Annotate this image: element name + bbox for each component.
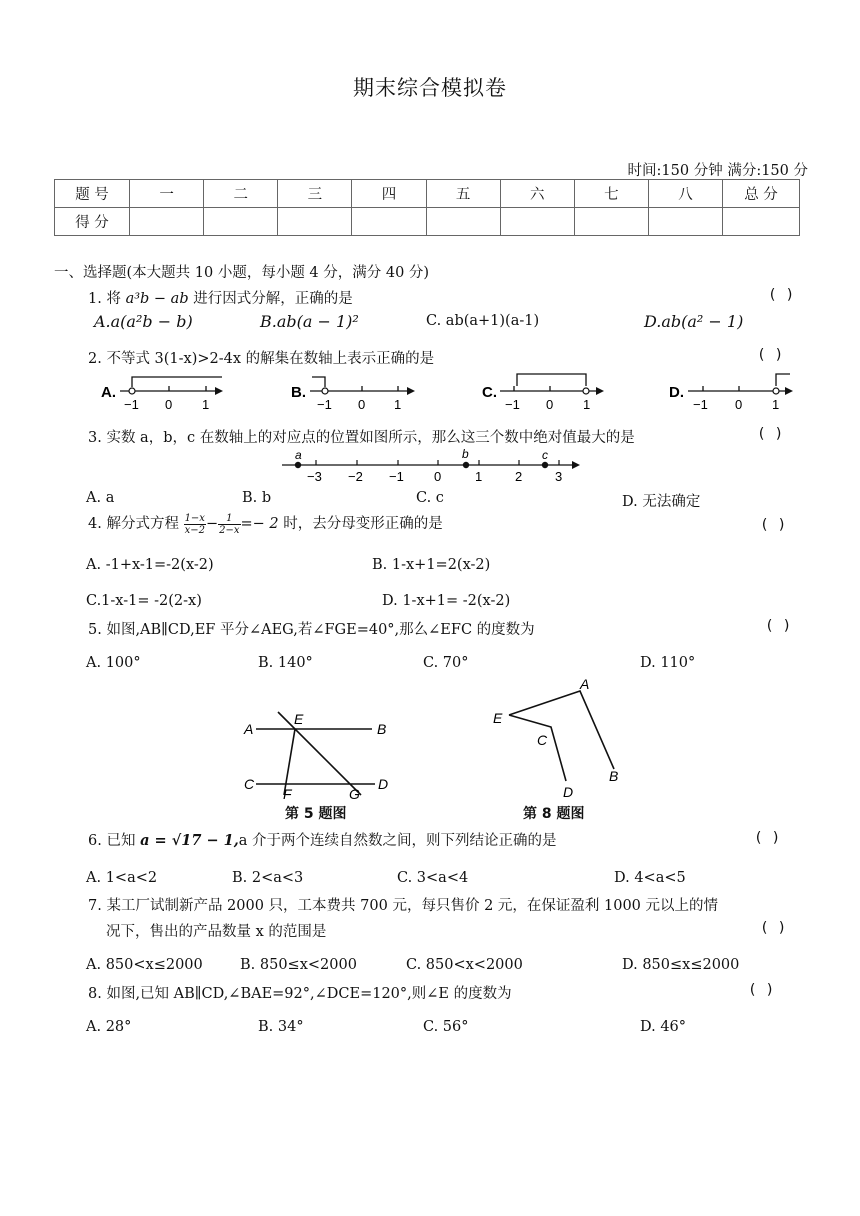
q3-option-b: B. b	[242, 490, 272, 506]
q5-option-b: B. 140°	[258, 655, 313, 671]
section-heading: 一、选择题(本大题共 10 小题，每小题 4 分，满分 40 分)	[54, 265, 430, 281]
q1-option-a: A.a(a²b − b)	[94, 312, 193, 331]
fig5-label: G	[349, 786, 360, 802]
fig8-label: C	[537, 732, 548, 748]
q2-option-a-line	[101, 377, 223, 412]
q8-option-b: B. 34°	[258, 1019, 304, 1035]
fig8-label: D	[563, 784, 574, 800]
q4-option-d: D. 1-x+1= -2(x-2)	[382, 593, 511, 609]
q2-tick: −1	[124, 397, 139, 412]
q3-tick: 1	[475, 469, 483, 484]
q7-option-c: C. 850<x<2000	[406, 957, 523, 973]
q3-tick: −3	[307, 469, 322, 484]
q3-tick: 2	[515, 469, 523, 484]
q4-stem	[88, 512, 443, 536]
q3-tick: 0	[434, 469, 442, 484]
q3-point-a	[295, 462, 301, 468]
row-label: 得 分	[55, 208, 130, 236]
q6-answer-paren[interactable]: ( )	[754, 830, 781, 846]
q3-number-line	[282, 447, 580, 484]
q1-stem-post: 进行因式分解，正确的是	[188, 291, 353, 307]
header-cell: 三	[278, 180, 352, 208]
q6-expr: a = √17 − 1,	[140, 832, 239, 849]
q4-answer-paren[interactable]: ( )	[760, 517, 787, 533]
q8-option-c: C. 56°	[423, 1019, 469, 1035]
header-cell: 七	[574, 180, 648, 208]
fig5-label: E	[294, 711, 304, 727]
q7-stem-line1: 7. 某工厂试制新产品 2000 只，工本费共 700 元，每只售价 2 元，在保证盈利 1000 元以上的情	[88, 898, 719, 914]
q8-stem: 8. 如图,已知 AB∥CD,∠BAE=92°,∠DCE=120°,则∠E 的度数为	[88, 986, 512, 1002]
q3-point-label: c	[542, 448, 548, 462]
q2-answer-paren[interactable]: ( )	[757, 347, 784, 363]
q1-expr: a³b − ab	[125, 291, 189, 307]
header-cell: 总 分	[723, 180, 800, 208]
fig8-caption: 第 8 题图	[523, 806, 585, 822]
q1-option-c: C. ab(a+1)(a-1)	[426, 313, 540, 329]
fig5-label: B	[377, 721, 387, 737]
q7-option-d: D. 850≤x≤2000	[622, 957, 740, 973]
q4-fraction-1	[184, 513, 206, 536]
header-cell: 六	[500, 180, 574, 208]
q5-stem: 5. 如图,AB∥CD,EF 平分∠AEG,若∠FGE=40°,那么∠EFC 的度数为	[88, 622, 535, 638]
q3-point-label: a	[295, 448, 302, 462]
q4-eq: =− 2	[240, 516, 279, 532]
q4-frac1-num: 1−x	[184, 512, 205, 524]
q4-stem-pre: 4. 解分式方程	[88, 516, 184, 532]
header-cell: 一	[130, 180, 204, 208]
q7-option-b: B. 850≤x<2000	[240, 957, 357, 973]
q5-option-a: A. 100°	[86, 655, 141, 671]
q2-tick: 1	[202, 397, 210, 412]
q3-option-a: A. a	[86, 490, 115, 506]
q2-tick: 0	[546, 397, 554, 412]
q2-tick: −1	[317, 397, 332, 412]
q2-label: A.	[101, 384, 116, 401]
q3-point-label: b	[462, 447, 469, 461]
q3-point-b	[463, 462, 469, 468]
q2-label: D.	[669, 384, 684, 401]
q6-option-a: A. 1<a<2	[86, 870, 158, 886]
q4-stem-post: 时，去分母变形正确的是	[278, 516, 443, 532]
q8-answer-paren[interactable]: ( )	[748, 982, 775, 998]
q2-tick: −1	[693, 397, 708, 412]
q1-option-d: D.ab(a² − 1)	[644, 312, 744, 331]
q2-tick: 0	[165, 397, 173, 412]
figure-5	[243, 711, 388, 802]
q4-fraction-2	[218, 513, 240, 536]
header-cell: 二	[204, 180, 278, 208]
q6-option-b: B. 2<a<3	[232, 870, 304, 886]
q4-option-b: B. 1-x+1=2(x-2)	[372, 557, 491, 573]
q4-option-a: A. -1+x-1=-2(x-2)	[86, 557, 214, 573]
q7-answer-paren[interactable]: ( )	[760, 920, 787, 936]
q2-option-d-line	[669, 374, 793, 412]
q6-option-c: C. 3<a<4	[397, 870, 469, 886]
q4-frac1-den: x−2	[184, 524, 205, 536]
q2-stem: 2. 不等式 3(1-x)>2-4x 的解集在数轴上表示正确的是	[88, 351, 435, 367]
header-cell: 五	[426, 180, 500, 208]
q2-option-b-line	[291, 377, 415, 412]
q5-answer-paren[interactable]: ( )	[765, 618, 792, 634]
q2-label: C.	[482, 384, 497, 401]
q3-option-c: C. c	[416, 490, 444, 506]
q3-tick: 3	[555, 469, 563, 484]
q1-answer-paren[interactable]: ( )	[768, 287, 795, 303]
q4-minus: −	[205, 516, 219, 532]
q5-option-d: D. 110°	[640, 655, 696, 671]
q7-option-a: A. 850<x≤2000	[86, 957, 203, 973]
q2-label: B.	[291, 384, 306, 401]
q2-tick: −1	[505, 397, 520, 412]
fig8-label: A	[580, 676, 590, 692]
q2-tick: 1	[583, 397, 591, 412]
q3-point-c	[542, 462, 548, 468]
q7-stem-line2: 况下，售出的产品数量 x 的范围是	[106, 924, 327, 940]
q2-tick: 0	[735, 397, 743, 412]
fig5-label: F	[283, 786, 292, 802]
fig8-label: E	[493, 710, 503, 726]
q6-stem-pre: 6. 已知	[88, 833, 141, 849]
q4-frac2-num: 1	[218, 513, 240, 525]
q2-tick: 1	[772, 397, 780, 412]
q2-tick: 1	[394, 397, 402, 412]
q6-option-d: D. 4<a<5	[614, 870, 686, 886]
q3-answer-paren[interactable]: ( )	[757, 426, 784, 442]
q3-stem: 3. 实数 a，b，c 在数轴上的对应点的位置如图所示，那么这三个数中绝对值最大的是	[88, 430, 635, 446]
q8-option-a: A. 28°	[86, 1019, 132, 1035]
q5-option-c: C. 70°	[423, 655, 469, 671]
fig5-caption: 第 5 题图	[285, 806, 347, 822]
q2-tick: 0	[358, 397, 366, 412]
figure-8	[493, 676, 618, 800]
q6-stem-post: a 介于两个连续自然数之间，则下列结论正确的是	[238, 833, 557, 849]
header-cell: 题 号	[55, 180, 130, 208]
fig5-label: D	[378, 776, 389, 792]
q3-tick: −2	[348, 469, 363, 484]
q6-stem	[88, 829, 557, 850]
q1-option-b: B.ab(a − 1)²	[260, 312, 359, 331]
q4-frac2-den: 2−x	[219, 524, 240, 536]
q8-option-d: D. 46°	[640, 1019, 687, 1035]
q2-option-c-line	[482, 374, 604, 412]
fig5-label: A	[244, 721, 254, 737]
fig8-label: B	[609, 768, 619, 784]
q3-option-d: D. 无法确定	[622, 494, 701, 510]
page-title: 期末综合模拟卷	[353, 76, 507, 100]
q3-tick: −1	[389, 469, 404, 484]
fig5-label: C	[244, 776, 255, 792]
header-cell: 四	[352, 180, 426, 208]
q1-stem-pre: 1. 将	[88, 291, 126, 307]
time-info: 时间:150 分钟 满分:150 分	[627, 163, 808, 179]
header-cell: 八	[648, 180, 722, 208]
q4-option-c: C.1-x-1= -2(2-x)	[86, 593, 202, 609]
